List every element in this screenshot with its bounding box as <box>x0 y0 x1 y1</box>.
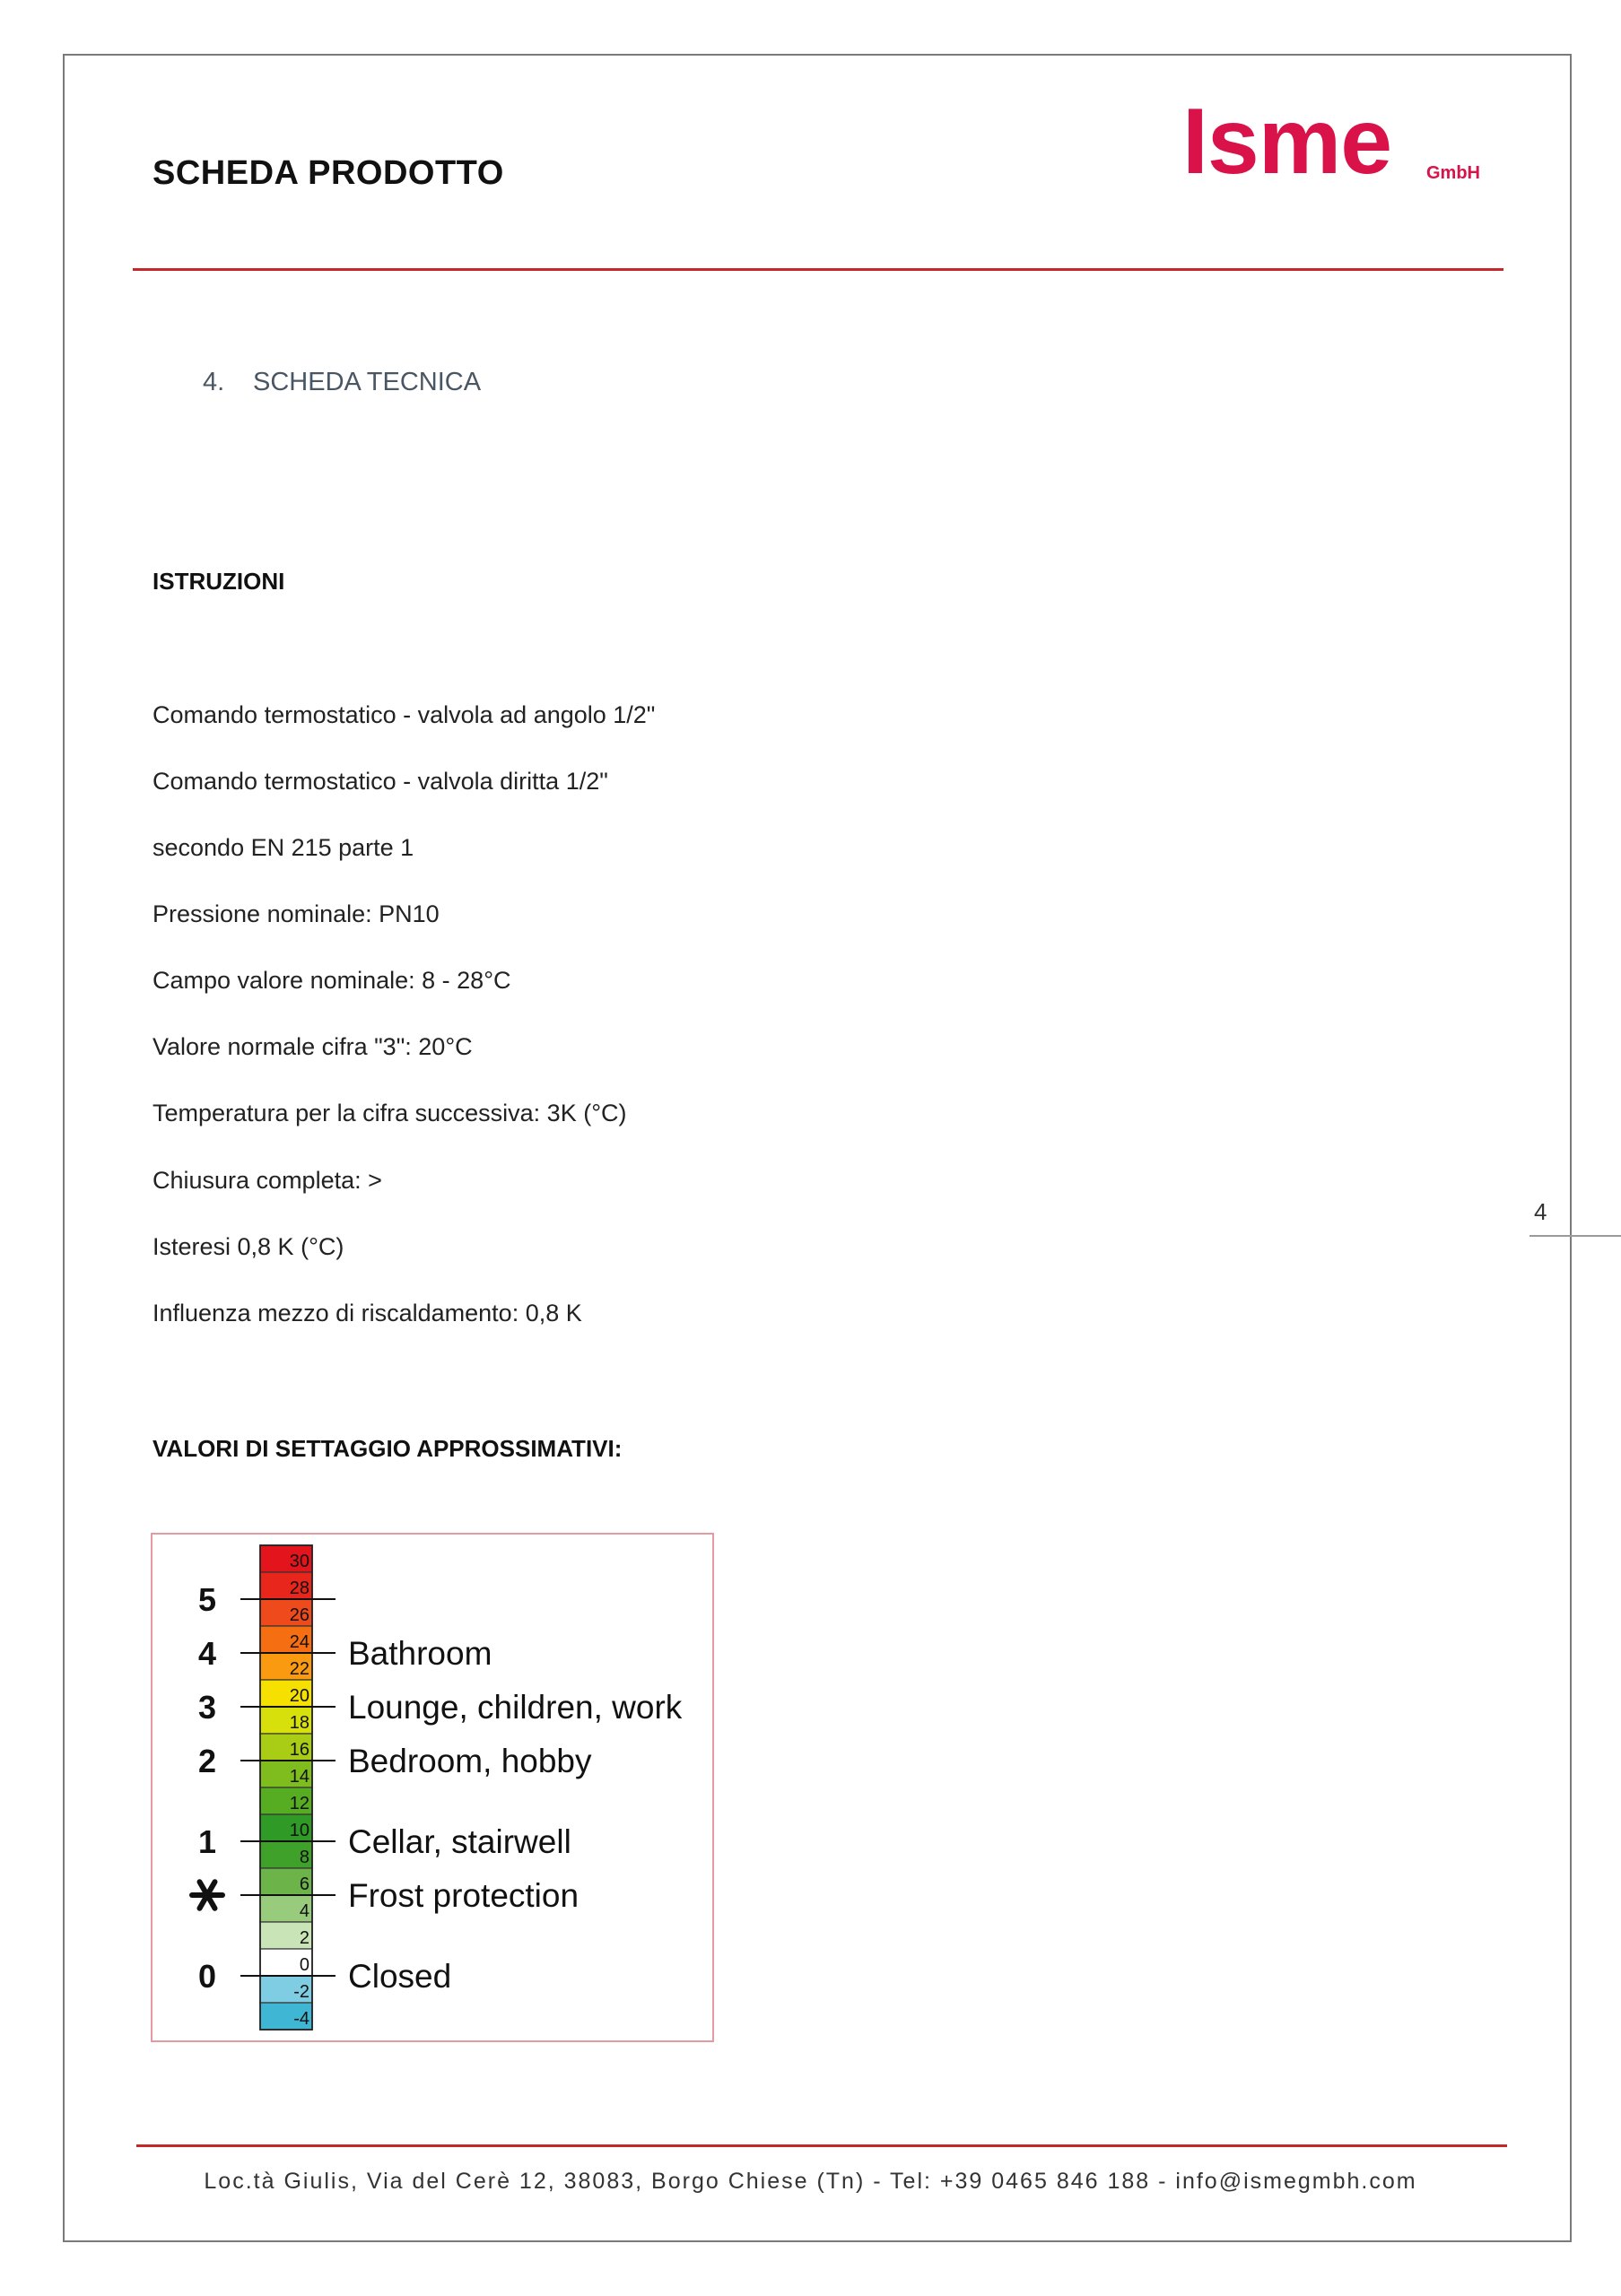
setting-mark: 2 <box>197 1743 217 1779</box>
setting-label: Bedroom, hobby <box>348 1743 592 1779</box>
scale-tick-label: 18 <box>289 1713 309 1733</box>
document-title: SCHEDA PRODOTTO <box>153 154 504 192</box>
scale-tick-label: 28 <box>289 1578 309 1598</box>
spec-line: Chiusura completa: > <box>153 1167 382 1194</box>
settings-scale-chart <box>151 1533 714 2042</box>
setting-label: Closed <box>348 1958 452 1995</box>
settings-heading: VALORI DI SETTAGGIO APPROSSIMATIVI: <box>153 1435 623 1462</box>
spec-line: Influenza mezzo di riscaldamento: 0,8 K <box>153 1300 582 1326</box>
scale-tick-label: 22 <box>289 1659 309 1679</box>
scale-tick-label: 30 <box>289 1552 309 1571</box>
spec-line: secondo EN 215 parte 1 <box>153 834 414 861</box>
page-number-rule <box>1529 1235 1621 1237</box>
page-number: 4 <box>1534 1198 1547 1225</box>
section-heading <box>203 368 481 397</box>
scale-tick-label: 6 <box>299 1874 309 1894</box>
spec-line: Campo valore nominale: 8 - 28°C <box>153 967 511 994</box>
scale-tick-label: 0 <box>299 1955 309 1975</box>
scale-tick-label: 24 <box>289 1632 309 1652</box>
setting-label: Bathroom <box>348 1635 492 1672</box>
settings-scale-svg <box>153 1535 716 2044</box>
scale-tick-label: -2 <box>293 1982 309 2002</box>
setting-label: Lounge, children, work <box>348 1689 683 1726</box>
spec-line: Temperatura per la cifra successiva: 3K (°C) <box>153 1100 627 1126</box>
setting-mark: 3 <box>197 1689 217 1726</box>
logo-wordmark: Isme <box>1182 90 1392 194</box>
instructions-heading: ISTRUZIONI <box>153 568 285 595</box>
scale-tick-label: 16 <box>289 1740 309 1760</box>
footer-divider <box>136 2144 1507 2147</box>
setting-mark: 1 <box>197 1823 217 1860</box>
scale-tick-label: 20 <box>289 1686 309 1706</box>
setting-mark: 4 <box>197 1635 217 1672</box>
scale-tick-label: 12 <box>289 1794 309 1813</box>
setting-mark: 0 <box>197 1958 217 1995</box>
scale-tick-label: 10 <box>289 1821 309 1840</box>
section-number: 4. <box>203 368 225 396</box>
scale-tick-label: 4 <box>299 1901 309 1921</box>
spec-line: Comando termostatico - valvola ad angolo 1/2" <box>153 701 656 728</box>
scale-tick-label: -4 <box>293 2009 309 2029</box>
scale-tick-label: 8 <box>299 1848 309 1867</box>
spec-line: Isteresi 0,8 K (°C) <box>153 1233 344 1260</box>
spec-line: Pressione nominale: PN10 <box>153 900 440 927</box>
spec-line: Comando termostatico - valvola diritta 1/2" <box>153 768 608 795</box>
snowflake-icon <box>192 1882 222 1908</box>
spec-line: Valore normale cifra "3": 20°C <box>153 1033 473 1060</box>
setting-label: Frost protection <box>348 1877 580 1914</box>
footer-address: Loc.tà Giulis, Via del Cerè 12, 38083, Borgo Chiese (Tn) - Tel: +39 0465 846 188 - info@ismegmbh.com <box>204 2169 1417 2194</box>
scale-tick-label: 26 <box>289 1605 309 1625</box>
setting-mark: 5 <box>197 1581 217 1618</box>
section-title: SCHEDA TECNICA <box>253 368 482 396</box>
logo-suffix: GmbH <box>1426 163 1480 183</box>
company-logo <box>1182 90 1480 194</box>
header-divider <box>133 268 1503 271</box>
scale-tick-label: 14 <box>289 1767 309 1787</box>
setting-label: Cellar, stairwell <box>348 1823 571 1860</box>
scale-tick-label: 2 <box>299 1928 309 1948</box>
